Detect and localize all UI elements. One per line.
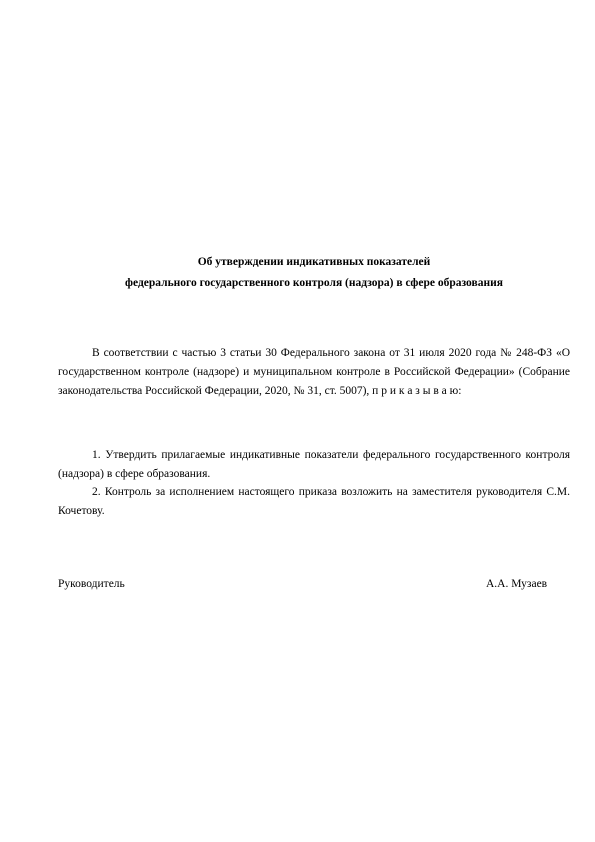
signatory-position: Руководитель bbox=[58, 578, 125, 590]
document-title-line-2: федерального государственного контроля (надзора) в сфере образования bbox=[125, 277, 503, 289]
order-item-1: 1. Утвердить прилагаемые индикативные показатели федерального государственного контроля (надзора) в сфере образования. bbox=[58, 449, 570, 480]
preamble-paragraph: В соответствии с частью 3 статьи 30 Федерального закона от 31 июля 2020 года № 248-ФЗ «О государственном контроле (надзоре) и муниципальном контроле в Российской Федерации» (Собрание законодательства Российской Федерации, 2020, № 31, ст. 5007), п р и к а з ы в а ю: bbox=[58, 347, 570, 397]
order-item-2: 2. Контроль за исполнением настоящего приказа возложить на заместителя руководителя С.М. Кочетову. bbox=[58, 486, 570, 517]
document-title bbox=[58, 252, 570, 294]
document-title-line-1: Об утверждении индикативных показателей bbox=[197, 256, 431, 268]
signatory-name: А.А. Музаев bbox=[486, 578, 548, 590]
